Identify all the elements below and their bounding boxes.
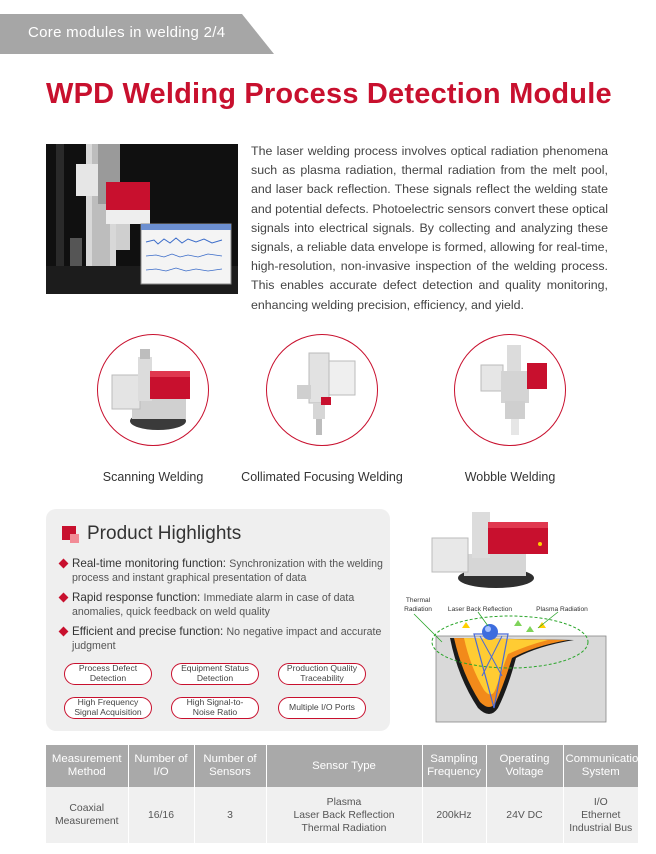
spec-table-header-row [46,745,638,787]
table-cell: Coaxial Measurement [46,787,128,843]
col-header: Communication System [563,745,638,787]
section-tab [0,14,280,54]
highlight-text: Immediate alarm in case of data anomalies, quick feedback on weld quality [72,592,355,618]
diamond-bullet-icon [59,559,69,569]
spec-table [46,745,645,843]
mode-caption: Wobble Welding [464,470,556,484]
collimated-head-image [266,334,378,446]
mode-wobble-welding [440,334,580,484]
product-highlights-panel [46,509,390,731]
tag-process-defect-detection: Process Defect Detection [64,663,152,685]
table-cell: 16/16 [128,787,194,843]
mode-collimated-focusing-welding [241,334,403,484]
table-cell: I/O Ethernet Industrial Bus [563,787,638,843]
diamond-bullet-icon [59,593,69,603]
col-header: Sampling Frequency [422,745,486,787]
tag-high-signal-to-noise-ratio: High Signal-to-Noise Ratio [171,697,259,719]
mode-caption: Scanning Welding [102,470,204,484]
table-row [46,787,638,843]
highlight-item: Efficient and precise function: No negative impact and accurate judgment [60,625,384,653]
weld-pool-diagram [398,508,608,724]
tag-multiple-io-ports: Multiple I/O Ports [278,697,366,719]
tag-high-frequency-signal-acquisition: High Frequency Signal Acquisition [64,697,152,719]
tag-production-quality-traceability: Production Quality Traceability [278,663,366,685]
diamond-bullet-icon [59,627,69,637]
scanning-head-image [97,334,209,446]
table-cell: Plasma Laser Back Reflection Thermal Radiation [266,787,422,843]
col-header: Number of I/O [128,745,194,787]
hero-machine-photo [46,144,238,294]
mode-caption: Collimated Focusing Welding [241,470,403,484]
table-cell: 200kHz [422,787,486,843]
table-cell: 24V DC [486,787,563,843]
intro-paragraph: The laser welding process involves optical radiation phenomena such as plasma radiation, thermal radiation from the melt pool, and laser back reflection. These signals reflect the welding state and potential defects. Photoelectric sensors convert these optical signals into electrical signals. By collecting and analyzing these signals, a reliable data envelope is formed, allowing for real-time, high-resolution, non-invasive inspection of the welding process. This enables accurate defect detection and quality monitoring, enhancing welding precision, efficiency, and yield. [251,144,608,312]
highlights-title: Product Highlights [87,523,242,544]
radiation-diagram [398,508,608,724]
label-thermal-2: Radiation [404,606,432,613]
highlights-list [60,557,384,660]
highlight-item: Real-time monitoring function: Synchronization with the welding process and instant graphical presentation of data [60,557,384,585]
highlight-label: Rapid response function [72,591,198,605]
page-title: WPD Welding Process Detection Module [46,78,612,110]
highlight-label: Real-time monitoring function [72,557,223,570]
col-header: Sensor Type [266,745,422,787]
highlight-label: Efficient and precise function [72,625,221,639]
highlight-text: Synchronization with the welding process and instant graphical presentation of data [72,558,383,584]
table-cell: 3 [194,787,266,843]
highlight-text: No negative impact and accurate judgment [72,626,382,652]
col-header: Operating Voltage [486,745,563,787]
welding-machine-image [46,144,238,294]
wobble-head-image [454,334,566,446]
tag-equipment-status-detection: Equipment Status Detection [171,663,259,685]
label-laser-back-reflection: Laser Back Reflection [447,606,513,613]
red-square-icon [62,526,79,543]
section-tab-label: Core modules in welding 2/4 [28,24,226,41]
mode-scanning-welding [83,334,223,484]
highlight-item: Rapid response function: Immediate alarm in case of data anomalies, quick feedback on weld quality [60,591,384,619]
col-header: Number of Sensors [194,745,266,787]
col-header: Measurement Method [46,745,128,787]
label-thermal-1: Thermal [405,597,431,604]
label-plasma-radiation: Plasma Radiation [536,606,588,613]
